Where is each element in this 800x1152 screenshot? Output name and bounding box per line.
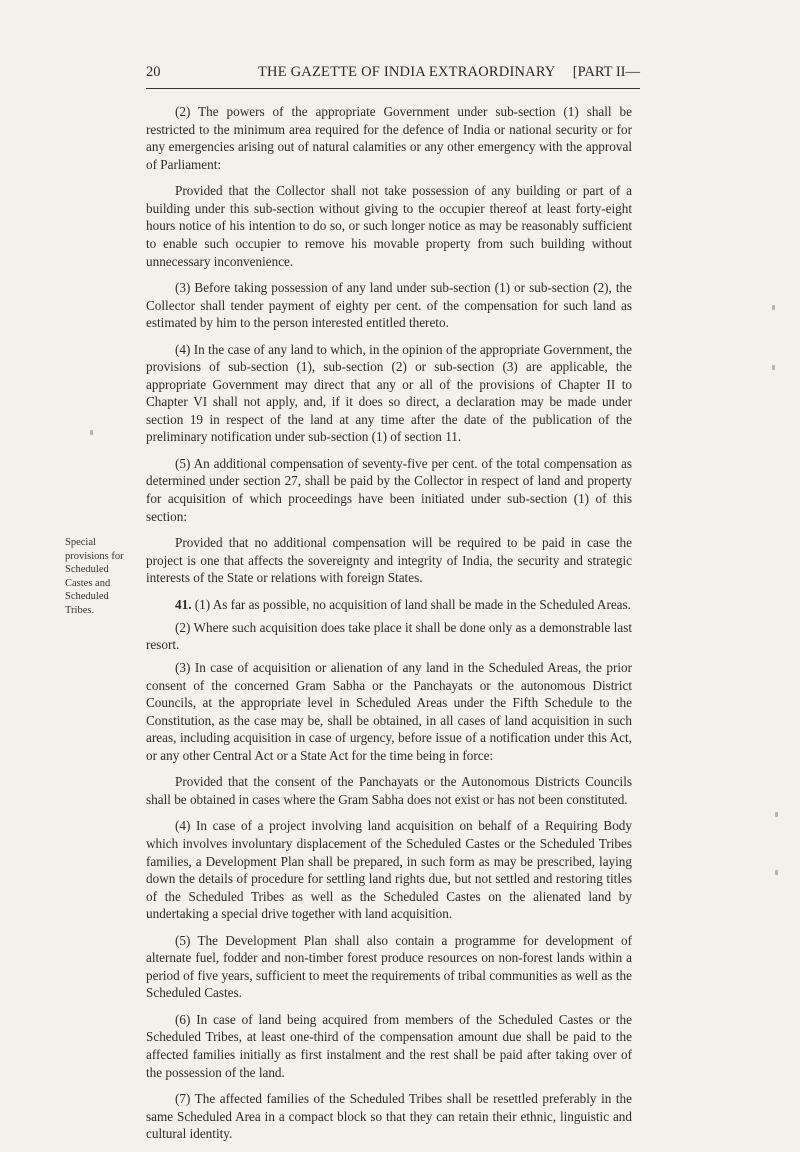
marginal-note-line: Scheduled — [65, 564, 109, 576]
marginal-note-line: Tribes. — [65, 604, 95, 616]
marginal-note-line: Castes and — [65, 577, 111, 589]
scan-speck — [90, 430, 93, 435]
paragraph: (7) The affected families of the Scheduled Tribes shall be resettled preferably in the same Scheduled Area in a compact block so that they can retain their ethnic, linguistic and cultural identity. — [146, 1091, 632, 1142]
scan-speck — [775, 870, 778, 875]
gazette-title: THE GAZETTE OF INDIA EXTRAORDINARY — [258, 64, 556, 80]
proviso-paragraph: Provided that no additional compensation will be required to be paid in case the project is one that affects the sovereignty and integrity of India, the security and strategic interests of the State or relations with foreign States. — [146, 535, 632, 586]
marginal-note — [65, 536, 145, 618]
section-41-paragraph — [146, 596, 632, 614]
paragraph: (5) An additional compensation of seventy-five per cent. of the total compensation as determined under section 27, shall be paid by the Collector in respect of land and property for acquisition of which proceedings have been initiated under sub-section (1) of this section: — [146, 455, 632, 524]
header-rule — [146, 88, 640, 89]
page-header — [146, 64, 640, 86]
proviso-paragraph: Provided that the Collector shall not take possession of any building or part of a building under this sub-section without giving to the occupier thereof at least forty-eight hours notice of his intention to do so, or such longer notice as may be reasonably sufficient to enable such occupier to remove his movable property from such building without unnecessary inconvenience. — [146, 183, 632, 269]
section-number: 41. — [175, 596, 192, 612]
paragraph: (5) The Development Plan shall also contain a programme for development of alternate fuel, fodder and non-timber forest produce resources on non-forest lands within a period of five years, sufficient to meet the requirements of tribal communities as well as the Scheduled Castes. — [146, 932, 632, 1001]
marginal-note-line: Special — [65, 537, 96, 548]
paragraph: (3) In case of acquisition or alienation of any land in the Scheduled Areas, the prior consent of the concerned Gram Sabha or the Panchayats or the autonomous District Councils, at the appropriate level in Scheduled Areas under the Fifth Schedule to the Constitution, as the case may be, shall be obtained, in all cases of land acquisition in such areas, including acquisition in case of urgency, before issue of a notification under this Act, or any other Central Act or a State Act for the time being in force: — [146, 660, 632, 763]
scan-speck — [772, 365, 775, 370]
part-label: [PART II— — [572, 64, 640, 80]
section-41-text: (1) As far as possible, no acquisition of land shall be made in the Scheduled Areas. — [194, 596, 631, 612]
proviso-paragraph: Provided that the consent of the Panchayats or the Autonomous Districts Councils shall be obtained in cases where the Gram Sabha does not exist or has not been constituted. — [146, 774, 632, 807]
paragraph: (6) In case of land being acquired from members of the Scheduled Castes or the Scheduled Tribes, at least one-third of the compensation amount due shall be paid to the affected families initially as first instalment and the rest shall be paid after taking over of the possession of the land. — [146, 1011, 632, 1080]
page-number: 20 — [146, 64, 161, 80]
paragraph: (4) In case of a project involving land acquisition on behalf of a Requiring Body which involves involuntary displacement of the Scheduled Castes or the Scheduled Tribes families, a Development Plan shall be prepared, in such form as may be prescribed, laying down the details of procedure for settling land rights due, but not settled and restoring titles of the Scheduled Tribes as well as the Scheduled Castes on the alienated land by undertaking a special drive together with land acquisition. — [146, 818, 632, 922]
paragraph: (3) Before taking possession of any land under sub-section (1) or sub-section (2), the Collector shall tender payment of eighty per cent. of the compensation for such land as estimated by him to the person interested entitled thereto. — [146, 279, 632, 331]
document-body — [146, 103, 632, 1152]
marginal-note-line: Scheduled — [65, 591, 109, 603]
marginal-note-line: provisions for — [65, 550, 124, 562]
paragraph: (2) The powers of the appropriate Government under sub-section (1) shall be restricted to the minimum area required for the defence of India or national security or for any emergencies arising out of natural calamities or any other emergency with the approval of Parliament: — [146, 104, 632, 172]
paragraph: (4) In the case of any land to which, in the opinion of the appropriate Government, the provisions of sub-section (1), sub-section (2) or sub-section (3) are applicable, the appropriate Government may direct that any or all of the provisions of Chapter II to Chapter VI shall not apply, and, if it does so direct, a declaration may be made under section 19 in respect of the land at any time after the date of the publication of the preliminary notification under sub-section (1) of section 11. — [146, 341, 632, 445]
scan-speck — [775, 812, 778, 817]
scan-speck — [772, 305, 775, 310]
paragraph: (2) Where such acquisition does take place it shall be done only as a demonstrable last resort. — [146, 619, 632, 653]
